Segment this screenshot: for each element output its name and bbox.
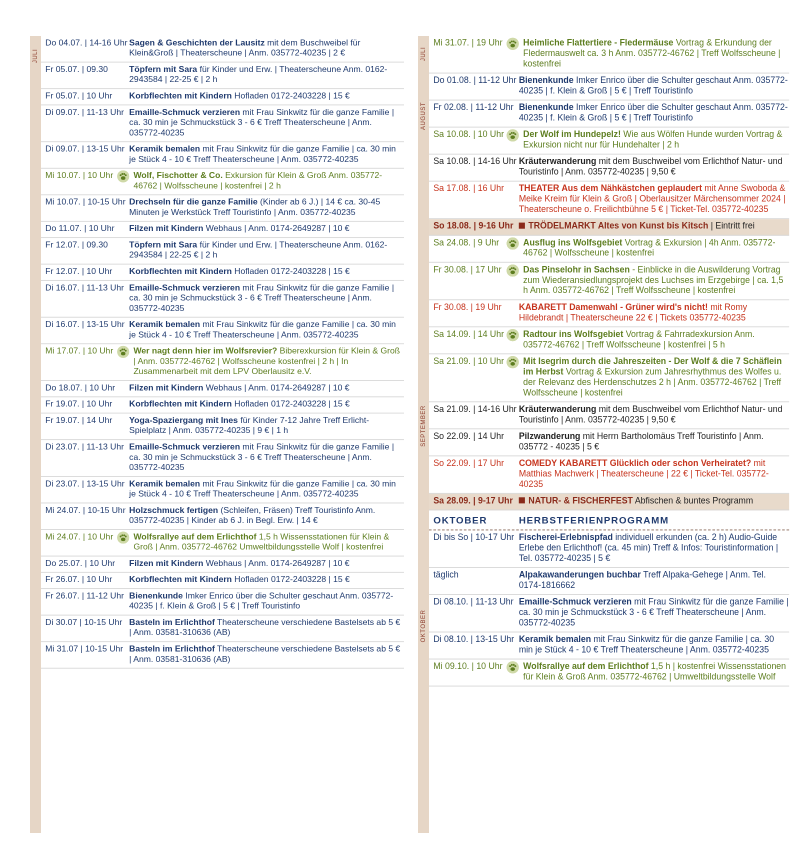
event-description: mit Frau Sinkwitz für die ganze Familie | ca. 30 min je Stück 4 - 10 € Treff Theaterscheune | Anm. 035772-40235 xyxy=(129,144,396,165)
event-description: Hofladen 0172-2403228 | 15 € xyxy=(231,267,350,277)
event-row xyxy=(429,327,789,354)
event-description: mit Herrn Bartholomäus Treff Touristinfo | Anm. 035772 - 40235 | 5 € xyxy=(518,431,764,452)
event-date: Fr 12.07. | 10 Uhr xyxy=(45,267,113,277)
event-row xyxy=(429,429,789,456)
paw-icon xyxy=(507,329,519,341)
event-description: | Eintritt frei xyxy=(708,221,755,232)
event-row xyxy=(429,263,789,300)
event-date: Di 16.07. | 11-13 Uhr xyxy=(45,283,124,293)
event-row xyxy=(429,300,789,327)
event-text xyxy=(129,145,404,166)
event-text xyxy=(129,65,404,86)
paw-icon xyxy=(507,237,519,249)
event-description: Theaterscheune verschiedene Bastelsets ab 5 € | Anm. 03581-310636 (AB) xyxy=(129,644,401,665)
event-text xyxy=(523,265,789,296)
event-title: Emaille-Schmuck verzieren xyxy=(129,442,241,453)
event-text xyxy=(523,330,789,351)
event-date: Do 01.08. | 11-12 Uhr xyxy=(433,76,517,86)
event-description: Theaterscheune verschiedene Bastelsets ab 5 € | Anm. 03581-310636 (AB) xyxy=(129,618,401,638)
event-row xyxy=(429,73,789,100)
event-date: Fr 02.08. | 11-12 Uhr xyxy=(433,103,514,113)
event-row xyxy=(41,63,404,90)
event-title: Wolfsrallye auf dem Erlichthof xyxy=(133,532,257,542)
month-label-august: AUGUST xyxy=(420,101,427,131)
event-text xyxy=(129,39,404,60)
event-description: Imker Enrico über die Schulter geschaut Anm. 035772-40235 | f. Klein & Groß | 5 € | Treff Touristinfo xyxy=(518,76,788,97)
event-row xyxy=(429,354,789,402)
event-text xyxy=(129,283,404,314)
event-date: Di 08.10. | 13-15 Uhr xyxy=(433,635,515,645)
event-title: Heimliche Flattertiere - Fledermäuse xyxy=(523,38,674,49)
event-text xyxy=(129,108,404,139)
event-text xyxy=(129,559,404,569)
event-title: Bienenkunde xyxy=(518,76,574,86)
event-description: Hofladen 0172-2403228 | 15 € xyxy=(231,91,350,102)
event-description: Imker Enrico über die Schulter geschaut Anm. 035772-40235 | f. Klein & Groß | 5 € | Treff Touristinfo xyxy=(518,103,788,124)
paw-icon xyxy=(507,356,519,368)
event-title: Das Pinselohr in Sachsen xyxy=(523,265,630,275)
event-row xyxy=(41,477,404,504)
event-description: mit Frau Sinkwitz für die ganze Familie | ca. 30 min je Schmuckstück 3 - 6 € Treff Theaterscheune | Anm. 035772-40235 xyxy=(518,597,789,629)
event-row xyxy=(41,142,404,169)
event-description: Vortrag & Exkursion zum Jahresrhythmus des Wolfes u. der Relevanz des Herdenschutzes 2 h | Anm. 035772-46762 | Treff Wolfsscheune | kostenfrei xyxy=(523,367,782,398)
event-title: Drechseln für die ganze Familie xyxy=(129,197,258,208)
event-description: Vortrag & Erkundung der Fledermauswelt ca. 3 h Anm. 035772-46762 | Treff Wolfsscheune | kostenfrei xyxy=(523,38,781,70)
event-row xyxy=(429,128,789,155)
event-title: Korbflechten mit Kindern xyxy=(129,399,232,410)
october-header xyxy=(429,510,789,530)
event-title: Der Wolf im Hundepelz! xyxy=(523,130,621,140)
event-date: Di 23.07. | 11-13 Uhr xyxy=(45,442,124,453)
event-text xyxy=(519,432,789,453)
october-header-month: OKTOBER xyxy=(433,515,488,527)
event-title: NATUR- & FISCHERFEST xyxy=(528,496,633,507)
event-date: Mi 31.07 | 10-15 Uhr xyxy=(45,644,124,655)
event-title: Filzen mit Kindern xyxy=(129,383,204,393)
event-text xyxy=(519,405,789,426)
event-text xyxy=(523,238,789,259)
event-date: Di 09.07. | 11-13 Uhr xyxy=(45,107,124,118)
event-text xyxy=(129,618,404,639)
event-description: 1,5 h | kostenfrei Wissensstationen für Klein & Groß Anm. 035772-46762 | Umweltbildungsstelle Wolf xyxy=(523,662,787,683)
paw-icon xyxy=(117,532,129,544)
event-title: Keramik bemalen xyxy=(129,479,201,489)
event-description: mit Frau Sinkwitz für die ganze Familie | ca. 30 min je Schmuckstück 3 - 6 € Treff Theaterscheune | Anm. 035772-40235 xyxy=(129,442,395,473)
event-row xyxy=(41,573,404,589)
event-date: Mi 10.07. | 10-15 Uhr xyxy=(45,197,126,208)
event-description: für Kinder und Erw. | Theaterscheune Anm. 0162-2943584 | 22-25 € | 2 h xyxy=(129,65,388,85)
event-description: mit dem Buschweibel vom Erlichthof Natur- und Touristinfo | Anm. 035772-40235 | 9,50 € xyxy=(518,404,783,425)
event-title: Bienenkunde xyxy=(129,591,183,602)
event-date: Di bis So | 10-17 Uhr xyxy=(433,533,515,543)
event-date: So 22.09. | 17 Uhr xyxy=(433,458,504,469)
paw-icon xyxy=(507,661,519,673)
month-label-july: JULI xyxy=(420,46,427,62)
event-date: Sa 10.08. | 10 Uhr xyxy=(433,130,504,140)
event-text xyxy=(129,592,404,613)
event-date: Di 30.07 | 10-15 Uhr xyxy=(45,618,123,628)
paw-icon xyxy=(117,170,129,182)
event-description: Exkursion für Klein & Groß Anm. 035772-46762 | Wolfsscheune | kostenfrei | 2 h xyxy=(133,171,383,191)
event-title: COMEDY KABARETT Glücklich oder schon Verheiratet? xyxy=(518,458,752,469)
event-description: mit Frau Sinkwitz für die ganze Familie | ca. 30 min je Stück 4 - 10 € Treff Theaterscheune | Anm. 035772-40235 xyxy=(129,320,396,340)
event-row xyxy=(41,397,404,413)
square-bullet-icon xyxy=(519,497,525,503)
event-row xyxy=(41,414,404,441)
event-date: Di 08.10. | 11-13 Uhr xyxy=(433,597,514,608)
event-text xyxy=(129,443,404,474)
event-title: Töpfern mit Sara xyxy=(129,240,198,251)
event-text xyxy=(519,222,789,232)
event-row xyxy=(429,456,789,493)
event-date: Fr 26.07. | 10 Uhr xyxy=(45,575,113,585)
paw-icon xyxy=(507,264,519,276)
event-text xyxy=(129,645,404,666)
event-date: Fr 19.07. | 10 Uhr xyxy=(45,399,113,410)
event-date: Sa 14.09. | 14 Uhr xyxy=(433,329,504,340)
event-title: Keramik bemalen xyxy=(518,635,592,645)
event-text xyxy=(129,506,404,527)
event-description: mit Frau Sinkwitz für die ganze Familie | ca. 30 min je Schmuckstück 3 - 6 € Treff Theaterscheune | Anm. 035772-40235 xyxy=(129,107,395,138)
event-row xyxy=(41,265,404,281)
event-date: Fr 12.07. | 09.30 xyxy=(45,240,108,251)
event-date: Sa 17.08. | 16 Uhr xyxy=(433,184,504,194)
event-title: Korbflechten mit Kindern xyxy=(129,575,232,585)
event-row xyxy=(429,568,789,595)
event-date: Fr 19.07. | 14 Uhr xyxy=(45,416,113,426)
event-date: So 22.09. | 14 Uhr xyxy=(433,431,504,442)
event-date: Mi 09.10. | 10 Uhr xyxy=(433,662,503,672)
event-description: Abfischen & buntes Programm xyxy=(632,496,754,507)
event-text xyxy=(129,198,404,219)
event-row xyxy=(41,281,404,318)
event-text xyxy=(523,130,789,151)
event-text xyxy=(519,571,789,592)
event-title: Korbflechten mit Kindern xyxy=(129,267,232,277)
event-date: Do 18.07. | 10 Uhr xyxy=(45,383,116,393)
event-date: Do 11.07. | 10 Uhr xyxy=(45,224,115,234)
event-title: Korbflechten mit Kindern xyxy=(129,91,232,102)
event-row xyxy=(41,503,404,530)
event-text xyxy=(129,92,404,102)
event-title: Filzen mit Kindern xyxy=(129,559,204,569)
event-title: Kräuterwanderung xyxy=(518,157,597,167)
event-date: So 18.08. | 9-16 Uhr xyxy=(433,221,514,232)
event-title: Pilzwanderung xyxy=(518,431,581,442)
event-description: für Kinder 7-12 Jahre Treff Erlicht-Spielplatz | Anm. 035772-40235 | 9 € | 1 h xyxy=(129,416,370,436)
event-date: Sa 21.09. | 10 Uhr xyxy=(433,356,504,367)
event-description: Webhaus | Anm. 0174-2649287 | 10 € xyxy=(203,224,350,234)
event-text xyxy=(133,347,404,378)
market-event-row xyxy=(429,219,789,236)
event-text xyxy=(129,416,404,437)
event-description: mit Anne Swoboda & Meike Kreim für Klein & Groß | Oberlausitzer Märchensommer 2024 | Theaterscheune o. Freilichtbühne 5 € | Ticket-Tel. 035772-40235 xyxy=(518,184,786,215)
square-bullet-icon xyxy=(519,223,525,229)
event-title: Yoga-Spaziergang mit Ines xyxy=(129,416,238,426)
event-row xyxy=(41,440,404,477)
event-row xyxy=(41,222,404,238)
event-text xyxy=(519,635,789,656)
event-row xyxy=(429,236,789,263)
event-date: Sa 10.08. | 14-16 Uhr xyxy=(433,157,517,167)
event-description: - Einblicke in die Auswilderung Vortrag zum Wiederansiedlungsprojekt des Luchses im Erzgebirge | ca. 1,5 h Anm. 035772-46762 | Treff Wolfsscheune | kostenfrei xyxy=(523,265,784,296)
event-date: Mi 31.07. | 19 Uhr xyxy=(433,38,503,49)
event-row xyxy=(41,642,404,669)
event-date: Mi 17.07. | 10 Uhr xyxy=(45,346,114,357)
event-title: Radtour ins Wolfsgebiet xyxy=(523,329,624,340)
event-title: Wolfsrallye auf dem Erlichthof xyxy=(523,662,649,672)
event-title: Wer nagt denn hier im Wolfsrevier? xyxy=(133,346,278,357)
event-title: Basteln im Erlichthof xyxy=(129,644,215,655)
event-row xyxy=(41,195,404,222)
event-title: Töpfern mit Sara xyxy=(129,65,198,75)
event-description: für Kinder und Erw. | Theaterscheune Anm. 0162-2943584 | 22-25 € | 2 h xyxy=(129,240,388,261)
event-title: Sagen & Geschichten der Lausitz xyxy=(129,38,265,48)
event-date: Do 25.07. | 10 Uhr xyxy=(45,559,116,569)
event-description: Biberexkursion für Klein & Groß | Anm. 035772-46762 | Wolfsscheune kostenfrei | 2 h | In Zusammenarbeit mit dem LPV Oberlausitz e.V. xyxy=(133,346,401,377)
event-title: Emaille-Schmuck verzieren xyxy=(129,107,241,118)
event-row xyxy=(429,595,789,632)
event-text xyxy=(129,384,404,394)
event-text xyxy=(129,241,404,262)
event-description: Wie aus Wölfen Hunde wurden Vortrag & Exkursion nicht nur für Hundehalter | 2 h xyxy=(523,130,783,151)
event-row xyxy=(41,616,404,643)
event-text xyxy=(519,459,789,490)
event-date: Sa 24.08. | 9 Uhr xyxy=(433,238,500,248)
event-description: mit Frau Sinkwitz für die ganze Familie | ca. 30 min je Stück 4 - 10 € Treff Theaterscheune | Anm. 035772-40235 xyxy=(518,635,775,656)
event-row xyxy=(41,105,404,142)
event-text xyxy=(519,303,789,324)
event-text xyxy=(523,662,789,683)
event-row xyxy=(41,89,404,105)
month-bar-july xyxy=(30,36,41,833)
event-text xyxy=(129,320,404,341)
event-date: Fr 26.07. | 11-12 Uhr xyxy=(45,591,124,602)
event-text xyxy=(133,171,404,192)
event-date: Sa 21.09. | 14-16 Uhr xyxy=(433,404,517,415)
event-description: Hofladen 0172-2403228 | 15 € xyxy=(231,399,350,410)
event-list xyxy=(429,36,789,687)
event-title: Filzen mit Kindern xyxy=(129,224,204,234)
event-description: mit Frau Sinkwitz für die ganze Familie | ca. 30 min je Schmuckstück 3 - 6 € Treff Theaterscheune | Anm. 035772-40235 xyxy=(129,283,395,314)
event-date: Mi 24.07. | 10-15 Uhr xyxy=(45,505,126,516)
event-row xyxy=(41,318,404,345)
event-date: täglich xyxy=(433,570,459,581)
event-row xyxy=(429,530,789,567)
event-title: Emaille-Schmuck verzieren xyxy=(518,597,632,608)
event-text xyxy=(519,598,789,629)
event-date: Fr 30.08. | 17 Uhr xyxy=(433,265,502,275)
month-label-september: SEPTEMBER xyxy=(420,405,427,447)
event-date: Fr 05.07. | 09.30 xyxy=(45,65,108,75)
event-text xyxy=(519,533,789,564)
event-date: Sa 28.09. | 9-17 Uhr xyxy=(433,496,513,507)
event-text xyxy=(519,157,789,178)
event-text xyxy=(129,479,404,500)
event-row xyxy=(41,589,404,616)
event-description: Vortrag & Fahrradexkursion Anm. 035772-46762 | Treff Wolfsscheune | kostenfrei | 5 h xyxy=(523,329,755,350)
event-row xyxy=(41,381,404,397)
market-event-row xyxy=(429,494,789,511)
paw-icon xyxy=(507,129,519,141)
event-title: Fischerei-Erlebnispfad xyxy=(518,533,613,543)
event-text xyxy=(519,184,789,215)
event-description: Hofladen 0172-2403228 | 15 € xyxy=(231,575,350,585)
event-row xyxy=(429,182,789,219)
event-description: mit dem Buschweibel für Klein&Groß | Theaterscheune | Anm. 035772-40235 | 2 € xyxy=(129,38,361,59)
event-row xyxy=(41,169,404,196)
event-row xyxy=(41,36,404,63)
event-text xyxy=(129,575,404,585)
event-text xyxy=(519,496,789,506)
event-description: mit Romy Hildebrandt | Theaterscheune 22 € | Tickets 035772-40235 xyxy=(518,302,748,323)
event-row xyxy=(41,344,404,381)
month-label-july: JULI xyxy=(32,48,39,64)
event-date: Mi 24.07. | 10 Uhr xyxy=(45,532,114,542)
event-title: TRÖDELMARKT Altes von Kunst bis Kitsch xyxy=(528,221,709,232)
event-text xyxy=(133,533,404,554)
event-date: Di 23.07. | 13-15 Uhr xyxy=(45,479,125,489)
event-row xyxy=(41,530,404,557)
month-label-october: OKTOBER xyxy=(420,609,427,643)
event-text xyxy=(129,400,404,410)
event-title: Keramik bemalen xyxy=(129,320,201,330)
event-description: mit dem Buschweibel vom Erlichthof Natur- und Touristinfo | Anm. 035772-40235 | 9,50 € xyxy=(518,157,783,178)
event-title: Emaille-Schmuck verzieren xyxy=(129,283,241,293)
event-title: Holzschmuck fertigen xyxy=(129,505,219,516)
event-date: Di 09.07. | 13-15 Uhr xyxy=(45,144,125,155)
event-description: individuell erkunden (ca. 2 h) Audio-Guide Erlebe den Erlichthof! (ca. 45 min) Treff & Infos: Touristinformation | Tel. 035772-40235 | 5 € xyxy=(518,533,779,564)
event-description: Imker Enrico über die Schulter geschaut Anm. 035772-40235 | f. Klein & Groß | 5 € | Treff Touristinfo xyxy=(129,591,394,612)
event-text xyxy=(129,224,404,234)
event-description: Webhaus | Anm. 0174-2649287 | 10 € xyxy=(203,383,350,393)
event-description: mit Matthias Machwerk | Theaterscheune | 22 € | Ticket-Tel. 035772-40235 xyxy=(518,458,769,490)
event-description: Treff Alpaka-Gehege | Anm. Tel. 0174-1816662 xyxy=(518,570,766,591)
event-description: (Schleifen, Fräsen) Treff Touristinfo Anm. 035772-40235 | Kinder ab 6 J. in Begl. Erw. | 14 € xyxy=(129,505,376,526)
event-row xyxy=(41,238,404,265)
event-text xyxy=(129,267,404,277)
event-date: Fr 30.08. | 19 Uhr xyxy=(433,302,502,313)
event-row xyxy=(429,402,789,429)
event-title: Basteln im Erlichthof xyxy=(129,618,215,628)
event-title: KABARETT Damenwahl - Grüner wird's nicht! xyxy=(518,302,708,313)
event-title: Alpakawanderungen buchbar xyxy=(518,570,641,581)
paw-icon xyxy=(507,38,519,50)
event-description: Webhaus | Anm. 0174-2649287 | 10 € xyxy=(203,559,350,569)
event-title: Wolf, Fischotter & Co. xyxy=(133,171,223,181)
event-description: 1,5 h Wissensstationen für Klein & Groß | Anm. 035772-46762 Umweltbildungsstelle Wolf | kostenfrei xyxy=(133,532,390,553)
event-date: Do 04.07. | 14-16 Uhr xyxy=(45,38,128,48)
event-row xyxy=(41,556,404,572)
event-title: Mit Isegrim durch die Jahreszeiten - Der Wolf & die 7 Schäflein im Herbst xyxy=(523,356,782,377)
event-row xyxy=(429,101,789,128)
october-header-title: HERBSTFERIENPROGRAMM xyxy=(518,515,669,527)
event-title: Ausflug ins Wolfsgebiet xyxy=(523,238,623,248)
event-title: Keramik bemalen xyxy=(129,144,201,155)
event-row xyxy=(429,632,789,659)
event-text xyxy=(519,76,789,97)
event-text xyxy=(519,103,789,124)
event-text xyxy=(523,357,789,399)
event-list xyxy=(41,36,404,669)
event-row xyxy=(429,155,789,182)
event-description: (Kinder ab 6 J.) | 14 € ca. 30-45 Minuten je Werkstück Treff Touristinfo | Anm. 035772-40235 xyxy=(129,197,381,218)
event-date: Mi 10.07. | 10 Uhr xyxy=(45,171,114,181)
event-title: Kräuterwanderung xyxy=(518,404,597,415)
event-title: Bienenkunde xyxy=(518,103,574,113)
paw-icon xyxy=(117,346,129,358)
event-date: Di 16.07. | 13-15 Uhr xyxy=(45,320,125,330)
event-row xyxy=(429,36,789,73)
event-description: mit Frau Sinkwitz für die ganze Familie | ca. 30 min je Stück 4 - 10 € Treff Theaterscheune | Anm. 035772-40235 xyxy=(129,479,396,500)
event-row xyxy=(429,659,789,686)
event-date: Fr 05.07. | 10 Uhr xyxy=(45,91,113,102)
event-description: Vortrag & Exkursion | 4h Anm. 035772-46762 | Wolfsscheune | kostenfrei xyxy=(523,238,776,259)
event-title: THEATER Aus dem Nähkästchen geplaudert xyxy=(518,184,702,194)
event-text xyxy=(523,39,789,70)
